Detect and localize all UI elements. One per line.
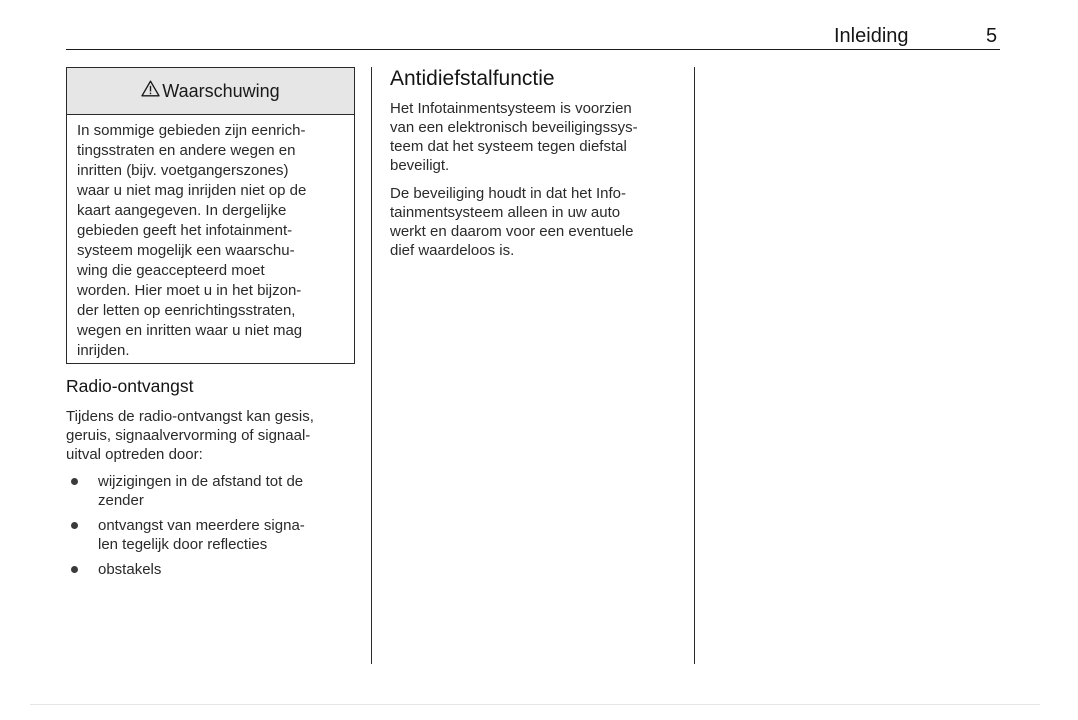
header-rule <box>66 49 1000 50</box>
list-item <box>66 472 305 510</box>
radio-heading: Radio-ontvangst <box>66 376 194 396</box>
warning-box <box>66 67 355 364</box>
radio-intro-line: uitval optreden door: <box>66 446 203 463</box>
list-item-line: zender <box>98 492 144 509</box>
warning-triangle-icon <box>141 80 162 102</box>
warning-line: inrijden. <box>77 342 130 359</box>
warning-line: wegen en inritten waar u niet mag <box>77 322 303 339</box>
warning-line: worden. Hier moet u in het bijzon- <box>77 282 302 299</box>
antitheft-paragraph-2 <box>390 184 633 260</box>
page-header-title: Inleiding <box>834 25 909 47</box>
bullet-icon <box>71 478 78 485</box>
antitheft-line: werkt en daarom voor een eventuele <box>390 223 634 240</box>
scan-edge-line <box>30 704 1040 705</box>
column-divider-left <box>371 67 372 664</box>
list-item-line: ontvangst van meerdere signa- <box>98 517 305 534</box>
warning-line: tingsstraten en andere wegen en <box>77 142 296 159</box>
radio-causes-list <box>66 472 305 585</box>
warning-line: kaart aangegeven. In dergelijke <box>77 202 287 219</box>
list-item <box>66 560 305 579</box>
list-item-line: obstakels <box>98 561 162 578</box>
column-divider-right <box>694 67 695 664</box>
antitheft-heading: Antidiefstalfunctie <box>390 67 555 90</box>
antitheft-line: beveiligt. <box>390 157 450 174</box>
radio-intro-line: Tijdens de radio-ontvangst kan gesis, <box>66 408 314 425</box>
list-item-line: len tegelijk door reflecties <box>98 536 268 553</box>
antitheft-line: Het Infotainmentsysteem is voorzien <box>390 100 632 117</box>
warning-line: systeem mogelijk een waarschu- <box>77 242 295 259</box>
bullet-icon <box>71 522 78 529</box>
warning-line: waar u niet mag inrijden niet op de <box>77 182 307 199</box>
list-item <box>66 516 305 554</box>
warning-header <box>67 68 354 115</box>
antitheft-line: tainmentsysteem alleen in uw auto <box>390 204 621 221</box>
antitheft-line: teem dat het systeem tegen diefstal <box>390 138 627 155</box>
radio-intro <box>66 407 314 464</box>
list-item-line: wijzigingen in de afstand tot de <box>98 473 304 490</box>
antitheft-line: dief waardeloos is. <box>390 242 515 259</box>
warning-line: wing die geaccepteerd moet <box>77 262 265 279</box>
radio-intro-line: geruis, signaalvervorming of signaal- <box>66 427 311 444</box>
antitheft-line: De beveiliging houdt in dat het Info- <box>390 185 626 202</box>
warning-line: In sommige gebieden zijn eenrich- <box>77 122 306 139</box>
warning-line: inritten (bijv. voetgangerszones) <box>77 162 289 179</box>
antitheft-line: van een elektronisch beveiligingssys- <box>390 119 638 136</box>
warning-title: Waarschuwing <box>162 80 280 101</box>
warning-line: gebieden geeft het infotainment- <box>77 222 293 239</box>
page-number: 5 <box>986 25 998 47</box>
warning-line: der letten op eenrichtingsstraten, <box>77 302 296 319</box>
bullet-icon <box>71 566 78 573</box>
antitheft-paragraph-1 <box>390 99 638 175</box>
warning-text <box>67 115 354 361</box>
